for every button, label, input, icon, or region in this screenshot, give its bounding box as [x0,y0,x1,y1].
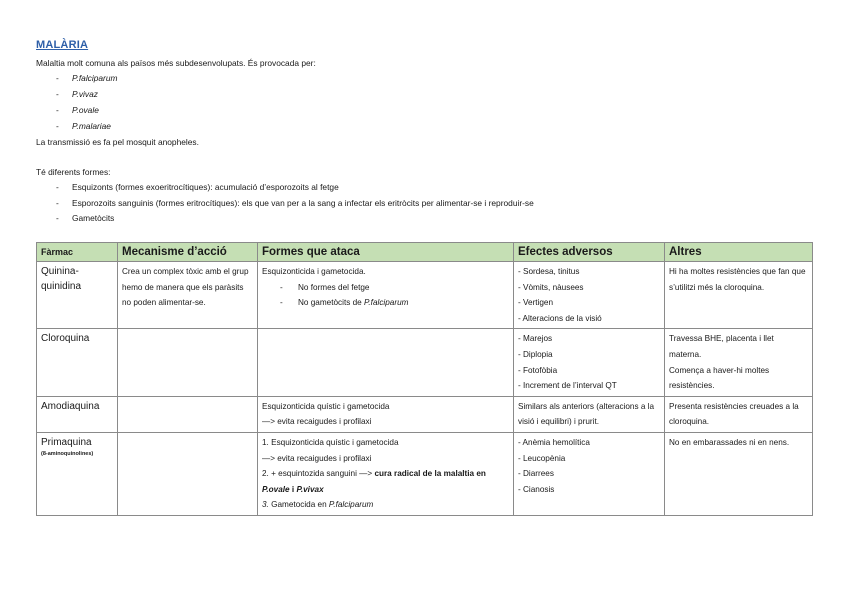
bullet-dash: - [56,89,59,99]
table-row [37,396,813,432]
form-item: Esporozoits sanguinis (formes eritrocítiques): els que van per a la sang a infectar els eritròcits per alimentar-se i reproduir-se [72,198,534,208]
table-header-row [37,243,813,262]
table-row [37,329,813,396]
bullet-dash: - [56,198,59,208]
bullet-dash: - [56,121,59,131]
bullet-dash: - [56,213,59,223]
others-cell [665,329,813,396]
forms-cell [258,432,514,515]
transmission-text: La transmissió es fa pel mosquit anopheles. [36,137,199,147]
drugs-table [36,242,813,516]
drug-name: Cloroquina [37,329,118,396]
forms-cell [258,396,514,432]
effect-item: - Cianosis [518,484,555,494]
header-cell: Altres [665,243,813,262]
forms-cell [258,262,514,329]
drug-name: Quinina-quinidina [37,262,118,329]
effect-item: - Increment de l’interval QT [518,381,617,391]
others-text: Comença a haver-hi moltes resistències. [669,365,770,391]
mechanism-cell [118,396,258,432]
bullet-dash: - [56,73,59,83]
forms-subitem: - No formes del fetge [262,280,509,296]
mechanism-cell: Crea un complex tòxic amb el grup hemo de manera que els paràsits no poden alimentar-se. [118,262,258,329]
drug-name-cell [37,432,118,515]
effect-item: - Sordesa, tinitus [518,267,580,276]
forms-text: —> evita recaigudes i profilaxi [262,417,372,427]
mechanism-cell [118,432,258,515]
form-item: Gametòcits [72,213,115,223]
intro-text: Malaltia molt comuna als països més subdesenvolupats. És provocada per: [36,58,316,68]
drug-name: Amodiaquina [37,396,118,432]
species-name: P.ovale [262,484,290,494]
forms-cell [258,329,514,396]
species-name: P.falciparum [328,500,374,510]
mechanism-cell [118,329,258,396]
effects-cell [514,329,665,396]
species-item: P.ovale [72,105,99,115]
forms-text-part: Gametocida en [268,500,329,510]
others-cell: Presenta resistències creuades a la cloroquina. [665,396,813,432]
species-item: P.vivaz [72,89,98,99]
forms-text: Esquizonticida quístic i gametocida [262,401,390,411]
effect-item: - Marejos [518,334,553,344]
forms-text-bold: i [289,484,297,494]
form-item: Esquizonts (formes exoeritrocítiques): acumulació d’esporozoits al fetge [72,182,339,192]
effects-cell: Similars als anteriors (alteracions a la visió i equilibri) i prurit. [514,396,665,432]
bullet-dash: - [56,182,59,192]
forms-text: 1. Esquizonticida quístic i gametocida [262,437,399,447]
effects-cell [514,432,665,515]
forms-subitem [262,295,509,311]
forms-text: —> evita recaigudes i profilaxi [262,453,372,463]
forms-intro: Té diferents formes: [36,167,111,177]
others-text: Travessa BHE, placenta i llet materna. [669,334,774,359]
bullet-dash: - [56,105,59,115]
table-row [37,262,813,329]
header-cell: Formes que ataca [258,243,514,262]
effect-item: - Vertigen [518,298,554,308]
drug-subtitle: (8-aminoquinolines) [41,450,94,457]
effect-item: - Alteracions de la visió [518,313,602,323]
species-name: P.falciparum [364,298,409,308]
forms-text-bold: cura radical de la malaltia en [374,469,486,479]
forms-text: Esquizonticida i gametocida. [262,267,366,276]
page-title: MALÀRIA [36,39,89,51]
drug-name: Primaquina [41,436,92,448]
header-cell: Fàrmac [37,243,118,262]
others-cell: No en embarassades ni en nens. [665,432,813,515]
others-cell: Hi ha moltes resistències que fan que s’utilitzi més la cloroquina. [665,262,813,329]
forms-text [262,466,509,497]
effect-item: - Vòmits, nàusees [518,282,584,292]
effects-cell [514,262,665,329]
effect-item: - Diarrees [518,469,554,479]
effect-item: - Leucopènia [518,453,566,463]
header-cell: Mecanisme d’acció [118,243,258,262]
species-name: P.vivax [296,484,324,494]
forms-text-part: 2. + esquintozida sanguini —> [262,469,375,479]
header-cell: Efectes adversos [514,243,665,262]
species-item: P.falciparum [72,73,118,83]
species-item: P.malariae [72,121,111,131]
effect-item: - Diplopia [518,349,553,359]
forms-text-part: 3. [262,500,269,510]
table-row [37,432,813,515]
forms-text [262,497,509,513]
effect-item: - Fotofòbia [518,365,558,375]
forms-subitem-text: No gametòcits de [298,298,364,308]
effect-item: - Anèmia hemolítica [518,437,590,447]
